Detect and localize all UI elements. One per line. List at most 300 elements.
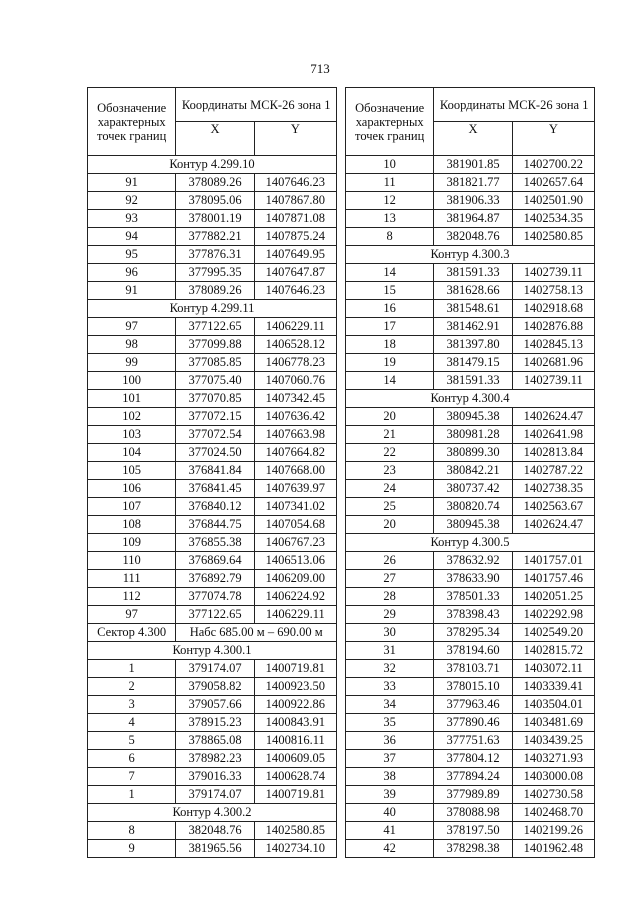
point-id: 40 bbox=[346, 804, 434, 822]
table-row bbox=[88, 282, 337, 300]
point-id: 7 bbox=[88, 768, 176, 786]
y-coordinate: 1407871.08 bbox=[254, 210, 336, 228]
table-row bbox=[88, 246, 337, 264]
point-id: 8 bbox=[346, 228, 434, 246]
y-coordinate: 1403271.93 bbox=[512, 750, 594, 768]
point-id: 25 bbox=[346, 498, 434, 516]
y-coordinate: 1406229.11 bbox=[254, 606, 336, 624]
point-id: 17 bbox=[346, 318, 434, 336]
y-coordinate: 1406229.11 bbox=[254, 318, 336, 336]
contour-row bbox=[346, 534, 595, 552]
contour-row bbox=[88, 804, 337, 822]
point-id: 14 bbox=[346, 372, 434, 390]
y-coordinate: 1407647.87 bbox=[254, 264, 336, 282]
x-coordinate: 377963.46 bbox=[434, 696, 512, 714]
contour-title: Контур 4.299.11 bbox=[88, 300, 337, 318]
y-coordinate: 1407646.23 bbox=[254, 282, 336, 300]
y-coordinate: 1407875.24 bbox=[254, 228, 336, 246]
y-coordinate: 1402199.26 bbox=[512, 822, 594, 840]
y-coordinate: 1401757.46 bbox=[512, 570, 594, 588]
point-id: 21 bbox=[346, 426, 434, 444]
y-coordinate: 1402700.22 bbox=[512, 156, 594, 174]
point-id: 93 bbox=[88, 210, 176, 228]
x-coordinate: 379057.66 bbox=[176, 696, 254, 714]
contour-row bbox=[346, 390, 595, 408]
table-row bbox=[346, 462, 595, 480]
point-id: 27 bbox=[346, 570, 434, 588]
table-row bbox=[88, 192, 337, 210]
x-coordinate: 377804.12 bbox=[434, 750, 512, 768]
y-coordinate: 1403072.11 bbox=[512, 660, 594, 678]
table-row bbox=[346, 570, 595, 588]
y-coordinate: 1406513.06 bbox=[254, 552, 336, 570]
x-coordinate: 380981.28 bbox=[434, 426, 512, 444]
y-coordinate: 1402787.22 bbox=[512, 462, 594, 480]
x-coordinate: 376869.64 bbox=[176, 552, 254, 570]
point-id: 1 bbox=[88, 660, 176, 678]
contour-title: Контур 4.300.2 bbox=[88, 804, 337, 822]
point-id: 95 bbox=[88, 246, 176, 264]
x-coordinate: 382048.76 bbox=[434, 228, 512, 246]
x-coordinate: 378089.26 bbox=[176, 282, 254, 300]
y-coordinate: 1402739.11 bbox=[512, 264, 594, 282]
table-row bbox=[88, 228, 337, 246]
table-row bbox=[346, 174, 595, 192]
table-row bbox=[346, 768, 595, 786]
y-coordinate: 1407664.82 bbox=[254, 444, 336, 462]
table-row bbox=[88, 336, 337, 354]
x-coordinate: 377072.54 bbox=[176, 426, 254, 444]
x-coordinate: 378088.98 bbox=[434, 804, 512, 822]
x-coordinate: 377890.46 bbox=[434, 714, 512, 732]
y-coordinate: 1406767.23 bbox=[254, 534, 336, 552]
y-coordinate: 1407646.23 bbox=[254, 174, 336, 192]
x-coordinate: 377122.65 bbox=[176, 318, 254, 336]
point-id: 34 bbox=[346, 696, 434, 714]
table-row bbox=[346, 426, 595, 444]
y-coordinate: 1402641.98 bbox=[512, 426, 594, 444]
table-row bbox=[88, 480, 337, 498]
point-id: 2 bbox=[88, 678, 176, 696]
point-id: 31 bbox=[346, 642, 434, 660]
point-id: 107 bbox=[88, 498, 176, 516]
x-coordinate: 381591.33 bbox=[434, 372, 512, 390]
table-row bbox=[88, 840, 337, 858]
y-coordinate: 1402730.58 bbox=[512, 786, 594, 804]
point-id: 20 bbox=[346, 516, 434, 534]
x-coordinate: 381821.77 bbox=[434, 174, 512, 192]
y-coordinate: 1407867.80 bbox=[254, 192, 336, 210]
left-table-body bbox=[88, 156, 337, 858]
y-coordinate: 1402501.90 bbox=[512, 192, 594, 210]
point-id: 109 bbox=[88, 534, 176, 552]
y-coordinate: 1402624.47 bbox=[512, 408, 594, 426]
right-table-body bbox=[346, 156, 595, 858]
x-coordinate: 376855.38 bbox=[176, 534, 254, 552]
point-id: 33 bbox=[346, 678, 434, 696]
y-coordinate: 1407636.42 bbox=[254, 408, 336, 426]
table-row bbox=[346, 714, 595, 732]
y-coordinate: 1400816.11 bbox=[254, 732, 336, 750]
x-coordinate: 381548.61 bbox=[434, 300, 512, 318]
x-coordinate: 378633.90 bbox=[434, 570, 512, 588]
y-coordinate: 1402051.25 bbox=[512, 588, 594, 606]
x-coordinate: 377122.65 bbox=[176, 606, 254, 624]
table-row bbox=[346, 678, 595, 696]
y-coordinate: 1402758.13 bbox=[512, 282, 594, 300]
point-id: 1 bbox=[88, 786, 176, 804]
table-row bbox=[346, 696, 595, 714]
table-row bbox=[88, 210, 337, 228]
table-row bbox=[88, 516, 337, 534]
x-coordinate: 379016.33 bbox=[176, 768, 254, 786]
x-coordinate: 380899.30 bbox=[434, 444, 512, 462]
point-id: 3 bbox=[88, 696, 176, 714]
point-id: 28 bbox=[346, 588, 434, 606]
y-coordinate: 1402580.85 bbox=[254, 822, 336, 840]
y-coordinate: 1400609.05 bbox=[254, 750, 336, 768]
table-row bbox=[346, 822, 595, 840]
x-coordinate: 377751.63 bbox=[434, 732, 512, 750]
table-row bbox=[346, 192, 595, 210]
table-row bbox=[346, 336, 595, 354]
coordinates-table-left bbox=[87, 87, 337, 858]
table-row bbox=[346, 516, 595, 534]
y-coordinate: 1402738.35 bbox=[512, 480, 594, 498]
point-id: 29 bbox=[346, 606, 434, 624]
y-coordinate: 1407639.97 bbox=[254, 480, 336, 498]
point-id: 38 bbox=[346, 768, 434, 786]
table-row bbox=[88, 678, 337, 696]
x-coordinate: 376840.12 bbox=[176, 498, 254, 516]
y-coordinate: 1403481.69 bbox=[512, 714, 594, 732]
y-coordinate: 1402563.67 bbox=[512, 498, 594, 516]
point-id: 8 bbox=[88, 822, 176, 840]
x-coordinate: 377989.89 bbox=[434, 786, 512, 804]
x-coordinate: 381462.91 bbox=[434, 318, 512, 336]
point-id: 12 bbox=[346, 192, 434, 210]
point-id: 100 bbox=[88, 372, 176, 390]
point-id: 19 bbox=[346, 354, 434, 372]
table-row bbox=[346, 228, 595, 246]
x-coordinate: 378501.33 bbox=[434, 588, 512, 606]
x-coordinate: 376841.45 bbox=[176, 480, 254, 498]
table-row bbox=[346, 804, 595, 822]
point-id: 104 bbox=[88, 444, 176, 462]
x-coordinate: 378089.26 bbox=[176, 174, 254, 192]
point-id: 91 bbox=[88, 282, 176, 300]
point-id: 15 bbox=[346, 282, 434, 300]
y-coordinate: 1406209.00 bbox=[254, 570, 336, 588]
x-coordinate: 377876.31 bbox=[176, 246, 254, 264]
point-id: 13 bbox=[346, 210, 434, 228]
point-id: 42 bbox=[346, 840, 434, 858]
point-id: 36 bbox=[346, 732, 434, 750]
table-row bbox=[88, 660, 337, 678]
y-coordinate: 1400923.50 bbox=[254, 678, 336, 696]
y-coordinate: 1406528.12 bbox=[254, 336, 336, 354]
table-row bbox=[346, 840, 595, 858]
page-number: 713 bbox=[310, 61, 330, 76]
contour-row bbox=[346, 246, 595, 264]
x-coordinate: 378915.23 bbox=[176, 714, 254, 732]
table-row bbox=[346, 552, 595, 570]
y-coordinate: 1400719.81 bbox=[254, 786, 336, 804]
point-id: 10 bbox=[346, 156, 434, 174]
coordinates-header: Координаты МСК-26 зона 1 bbox=[434, 88, 595, 122]
table-row bbox=[88, 822, 337, 840]
y-coordinate: 1402845.13 bbox=[512, 336, 594, 354]
x-coordinate: 377074.78 bbox=[176, 588, 254, 606]
point-id: 35 bbox=[346, 714, 434, 732]
point-designation-header: Обозначение характерных точек границ bbox=[88, 88, 176, 156]
table-row bbox=[88, 768, 337, 786]
y-coordinate: 1402734.10 bbox=[254, 840, 336, 858]
table-row bbox=[346, 156, 595, 174]
x-coordinate: 378001.19 bbox=[176, 210, 254, 228]
x-coordinate: 381906.33 bbox=[434, 192, 512, 210]
x-coordinate: 377995.35 bbox=[176, 264, 254, 282]
x-coordinate: 380820.74 bbox=[434, 498, 512, 516]
point-id: 14 bbox=[346, 264, 434, 282]
x-coordinate: 378103.71 bbox=[434, 660, 512, 678]
table-row bbox=[88, 498, 337, 516]
point-id: 11 bbox=[346, 174, 434, 192]
table-row bbox=[88, 174, 337, 192]
table-row bbox=[88, 534, 337, 552]
point-id: 16 bbox=[346, 300, 434, 318]
table-row bbox=[346, 732, 595, 750]
table-row bbox=[346, 444, 595, 462]
contour-title: Контур 4.300.3 bbox=[346, 246, 595, 264]
x-coordinate: 378295.34 bbox=[434, 624, 512, 642]
point-id: 111 bbox=[88, 570, 176, 588]
x-coordinate: 379174.07 bbox=[176, 786, 254, 804]
table-row bbox=[346, 480, 595, 498]
x-coordinate: 381397.80 bbox=[434, 336, 512, 354]
table-row bbox=[346, 750, 595, 768]
table-row bbox=[88, 390, 337, 408]
point-id: 39 bbox=[346, 786, 434, 804]
x-coordinate: 377075.40 bbox=[176, 372, 254, 390]
table-row bbox=[88, 426, 337, 444]
point-id: 18 bbox=[346, 336, 434, 354]
x-coordinate: 378197.50 bbox=[434, 822, 512, 840]
x-coordinate: 381628.66 bbox=[434, 282, 512, 300]
y-coordinate: 1402918.68 bbox=[512, 300, 594, 318]
point-id: 98 bbox=[88, 336, 176, 354]
contour-row bbox=[88, 156, 337, 174]
y-coordinate: 1403339.41 bbox=[512, 678, 594, 696]
table-row bbox=[346, 318, 595, 336]
table-row bbox=[88, 372, 337, 390]
table-row bbox=[88, 264, 337, 282]
y-coordinate: 1407060.76 bbox=[254, 372, 336, 390]
x-coordinate: 377072.15 bbox=[176, 408, 254, 426]
table-row bbox=[346, 264, 595, 282]
point-id: 22 bbox=[346, 444, 434, 462]
y-coordinate: 1402815.72 bbox=[512, 642, 594, 660]
contour-title: Контур 4.300.4 bbox=[346, 390, 595, 408]
point-id: 99 bbox=[88, 354, 176, 372]
table-row bbox=[346, 624, 595, 642]
sector-title: Сектор 4.300 bbox=[88, 624, 176, 642]
table-row bbox=[346, 498, 595, 516]
y-coordinate: 1400719.81 bbox=[254, 660, 336, 678]
y-coordinate: 1402549.20 bbox=[512, 624, 594, 642]
contour-title: Контур 4.299.10 bbox=[88, 156, 337, 174]
y-coordinate: 1402624.47 bbox=[512, 516, 594, 534]
table-row bbox=[88, 750, 337, 768]
point-id: 97 bbox=[88, 318, 176, 336]
point-id: 26 bbox=[346, 552, 434, 570]
point-id: 32 bbox=[346, 660, 434, 678]
y-coordinate: 1403504.01 bbox=[512, 696, 594, 714]
x-coordinate: 377024.50 bbox=[176, 444, 254, 462]
point-id: 91 bbox=[88, 174, 176, 192]
x-coordinate: 378095.06 bbox=[176, 192, 254, 210]
table-row bbox=[88, 408, 337, 426]
coordinates-table-right bbox=[345, 87, 595, 858]
table-row bbox=[88, 696, 337, 714]
x-coordinate: 381591.33 bbox=[434, 264, 512, 282]
y-coordinate: 1407663.98 bbox=[254, 426, 336, 444]
table-row bbox=[346, 588, 595, 606]
y-coordinate: 1402580.85 bbox=[512, 228, 594, 246]
y-coordinate: 1400922.86 bbox=[254, 696, 336, 714]
point-id: 24 bbox=[346, 480, 434, 498]
y-coordinate: 1402681.96 bbox=[512, 354, 594, 372]
table-row bbox=[88, 444, 337, 462]
x-coordinate: 379058.82 bbox=[176, 678, 254, 696]
table-row bbox=[88, 786, 337, 804]
x-coordinate: 378865.08 bbox=[176, 732, 254, 750]
point-id: 96 bbox=[88, 264, 176, 282]
x-coordinate: 378194.60 bbox=[434, 642, 512, 660]
x-coordinate: 378398.43 bbox=[434, 606, 512, 624]
point-id: 103 bbox=[88, 426, 176, 444]
x-coordinate: 377070.85 bbox=[176, 390, 254, 408]
x-column-header: X bbox=[434, 122, 512, 156]
table-row bbox=[88, 354, 337, 372]
y-coordinate: 1407649.95 bbox=[254, 246, 336, 264]
table-row bbox=[346, 642, 595, 660]
x-coordinate: 377882.21 bbox=[176, 228, 254, 246]
table-row bbox=[346, 408, 595, 426]
table-row bbox=[346, 606, 595, 624]
point-id: 92 bbox=[88, 192, 176, 210]
y-coordinate: 1402292.98 bbox=[512, 606, 594, 624]
table-row bbox=[88, 732, 337, 750]
x-coordinate: 376844.75 bbox=[176, 516, 254, 534]
table-row bbox=[346, 300, 595, 318]
x-coordinate: 380945.38 bbox=[434, 516, 512, 534]
y-column-header: Y bbox=[512, 122, 594, 156]
table-row bbox=[346, 354, 595, 372]
point-designation-header: Обозначение характерных точек границ bbox=[346, 88, 434, 156]
table-row bbox=[88, 552, 337, 570]
point-id: 106 bbox=[88, 480, 176, 498]
contour-title: Контур 4.300.5 bbox=[346, 534, 595, 552]
y-coordinate: 1406224.92 bbox=[254, 588, 336, 606]
x-coordinate: 380737.42 bbox=[434, 480, 512, 498]
sector-row bbox=[88, 624, 337, 642]
x-coordinate: 380842.21 bbox=[434, 462, 512, 480]
point-id: 41 bbox=[346, 822, 434, 840]
x-coordinate: 377099.88 bbox=[176, 336, 254, 354]
x-coordinate: 378982.23 bbox=[176, 750, 254, 768]
x-coordinate: 378015.10 bbox=[434, 678, 512, 696]
contour-title: Контур 4.300.1 bbox=[88, 642, 337, 660]
y-coordinate: 1402739.11 bbox=[512, 372, 594, 390]
point-id: 112 bbox=[88, 588, 176, 606]
x-coordinate: 377085.85 bbox=[176, 354, 254, 372]
x-coordinate: 379174.07 bbox=[176, 660, 254, 678]
contour-row bbox=[88, 642, 337, 660]
point-id: 23 bbox=[346, 462, 434, 480]
table-row bbox=[88, 606, 337, 624]
contour-row bbox=[88, 300, 337, 318]
point-id: 110 bbox=[88, 552, 176, 570]
y-column-header: Y bbox=[254, 122, 336, 156]
y-coordinate: 1400843.91 bbox=[254, 714, 336, 732]
point-id: 108 bbox=[88, 516, 176, 534]
x-coordinate: 381479.15 bbox=[434, 354, 512, 372]
x-column-header: X bbox=[176, 122, 254, 156]
y-coordinate: 1402534.35 bbox=[512, 210, 594, 228]
point-id: 20 bbox=[346, 408, 434, 426]
table-row bbox=[346, 660, 595, 678]
x-coordinate: 377894.24 bbox=[434, 768, 512, 786]
x-coordinate: 378632.92 bbox=[434, 552, 512, 570]
point-id: 4 bbox=[88, 714, 176, 732]
table-row bbox=[88, 714, 337, 732]
x-coordinate: 381965.56 bbox=[176, 840, 254, 858]
x-coordinate: 381964.87 bbox=[434, 210, 512, 228]
point-id: 30 bbox=[346, 624, 434, 642]
point-id: 94 bbox=[88, 228, 176, 246]
y-coordinate: 1407054.68 bbox=[254, 516, 336, 534]
x-coordinate: 376841.84 bbox=[176, 462, 254, 480]
point-id: 102 bbox=[88, 408, 176, 426]
y-coordinate: 1400628.74 bbox=[254, 768, 336, 786]
x-coordinate: 381901.85 bbox=[434, 156, 512, 174]
y-coordinate: 1407668.00 bbox=[254, 462, 336, 480]
x-coordinate: 380945.38 bbox=[434, 408, 512, 426]
y-coordinate: 1403000.08 bbox=[512, 768, 594, 786]
x-coordinate: 382048.76 bbox=[176, 822, 254, 840]
y-coordinate: 1403439.25 bbox=[512, 732, 594, 750]
table-row bbox=[346, 786, 595, 804]
y-coordinate: 1402876.88 bbox=[512, 318, 594, 336]
table-row bbox=[88, 462, 337, 480]
point-id: 9 bbox=[88, 840, 176, 858]
point-id: 37 bbox=[346, 750, 434, 768]
y-coordinate: 1402813.84 bbox=[512, 444, 594, 462]
point-id: 101 bbox=[88, 390, 176, 408]
y-coordinate: 1407341.02 bbox=[254, 498, 336, 516]
table-row bbox=[88, 570, 337, 588]
table-row bbox=[346, 210, 595, 228]
y-coordinate: 1402657.64 bbox=[512, 174, 594, 192]
point-id: 6 bbox=[88, 750, 176, 768]
x-coordinate: 376892.79 bbox=[176, 570, 254, 588]
table-row bbox=[88, 588, 337, 606]
table-row bbox=[346, 282, 595, 300]
y-coordinate: 1401757.01 bbox=[512, 552, 594, 570]
y-coordinate: 1406778.23 bbox=[254, 354, 336, 372]
point-id: 5 bbox=[88, 732, 176, 750]
